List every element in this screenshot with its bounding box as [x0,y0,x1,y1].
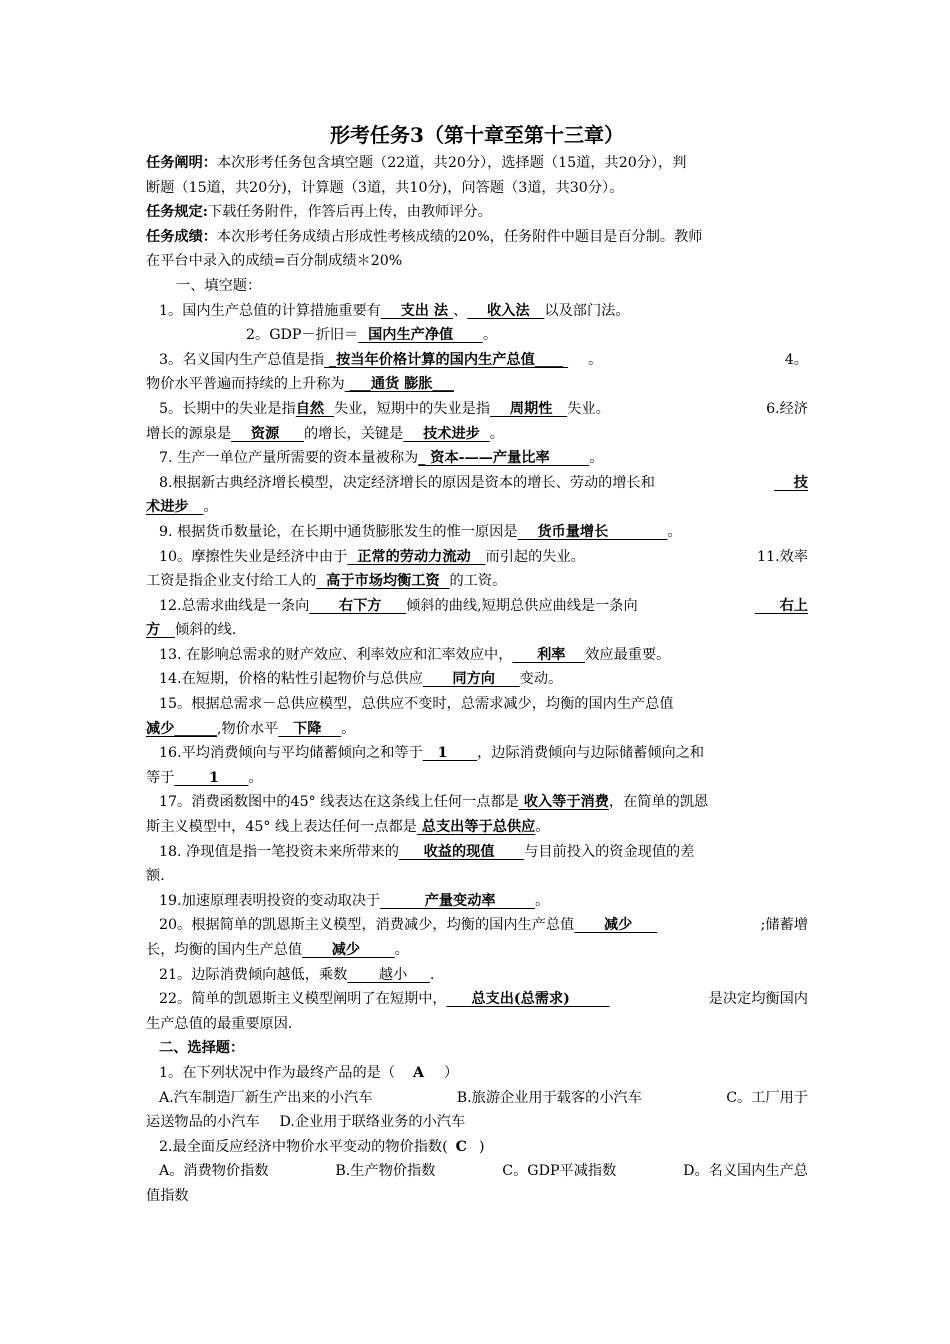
task-score-label: 任务成绩： [146,228,217,245]
answer: 利率 [512,646,586,663]
task-rules-label: 任务规定: [146,204,208,221]
question-18-cont: 额. [146,868,165,885]
question-13: 13. 在影响总需求的财产效应、利率效应和汇率效应中， 利率 效应最重要。 [159,646,671,663]
section-heading-choice: 二、选择题： [159,1040,245,1057]
choice-options-2: A。消费物价指数 B.生产物价指数 C。GDP平减指数 D。名义国内生产总 [159,1163,808,1180]
choice-options-2-cont: 值指数 [146,1187,189,1204]
answer: 越小 [347,966,430,983]
answer: ___通货 膨胀___ [344,376,454,393]
answer: 周期性 [490,400,568,417]
choice-question-2: 2.最全面反应经济中物价水平变动的物价指数( C ) [159,1138,485,1155]
answer: 1 [422,745,478,762]
answer: 同方向 [422,671,520,688]
question-7: 7. 生产一单位产量所需要的资本量被称为_ 资本-——产量比率 。 [159,450,604,467]
question-5: 5。长期中的失业是指自然 失业，短期中的失业是指 周期性 失业。 6.经济 [159,400,808,417]
answer: 总支出(总需求) [446,991,610,1008]
answer: 支出 法 [380,302,454,319]
answer: 总支出等于总供应 [416,819,536,836]
choice-options-1: A.汽车制造厂新生产出来的小汽车 B.旅游企业用于载客的小汽车 C。工厂用于 [159,1089,808,1106]
answer: 国内生产净值 [358,327,483,344]
question-8: 8.根据新古典经济增长模型，决定经济增长的原因是资本的增长、劳动的增长和 技 [146,471,808,496]
answer: _按当年价格计算的国内生产总值____ [324,351,569,368]
choice-question-1: 1。在下列状况中作为最终产品的是（ A ） [159,1064,459,1081]
question-4: 物价水平普遍而持续的上升称为 ___通货 膨胀___ [146,376,454,393]
answer: 右上 [754,597,808,614]
document-body [146,120,808,1209]
answer: 术进步 [146,499,204,516]
question-2: 2。GDP－折旧＝ 国内生产净值 。 [246,327,498,344]
answer: A [413,1064,425,1081]
question-16: 16.平均消费倾向与平均储蓄倾向之和等于 1 ，边际消费倾向与边际储蓄倾向之和 [159,745,705,762]
choice-options-1-cont: 运送物品的小汽车 D.企业用于联络业务的小汽车 [146,1114,466,1131]
answer: 资源 [231,425,304,442]
answer: 减少______ [146,720,217,737]
answer: 高于市场均衡工资 [316,573,450,590]
question-18: 18. 净现值是指一笔投资未来所带来的 收益的现值 与目前投入的资金现值的差 [159,843,695,860]
answer: 货币量增长 [517,523,668,540]
question-20-cont: 长，均衡的国内生产总值 减少 。 [146,942,409,958]
answer: 减少 [302,942,395,958]
task-description-label: 任务阐明： [146,155,217,171]
section-heading-fill-blank: 一、填空题： [176,277,262,294]
question-12-cont: 方 倾斜的线. [146,622,237,639]
answer: 1 [174,769,249,786]
task-score: 任务成绩：本次形考任务成绩占形成性考核成绩的20%，任务附件中题目是百分制。教师 在平台中录入的成绩=百分制成绩＊20% [146,228,703,270]
question-21: 21。边际消费倾向越低，乘数 越小 . [159,966,435,983]
answer: _ 资本-——产量比率 [418,450,590,467]
question-1: 1。国内生产总值的计算措施重要有 支出 法 、 收入法 以及部门法。 [159,302,630,319]
answer: 收益的现值 [398,843,525,860]
answer: 自然 [295,400,334,417]
question-9: 9. 根据货币数量论，在长期中通货膨胀发生的惟一原因是 货币量增长 。 [159,523,682,540]
question-22-cont: 生产总值的最重要原因. [146,1015,293,1032]
answer: 收入法 [467,302,545,319]
question-11: 工资是指企业支付给工人的 高于市场均衡工资 的工资。 [146,573,507,590]
question-14: 14.在短期，价格的粘性引起物价与总供应 同方向 变动。 [159,671,563,688]
question-6: 增长的源泉是 资源 的增长，关键是 技术进步 。 [146,425,504,442]
question-17-cont: 斯主义模型中，45° 线上表达任何一点都是 总支出等于总供应。 [146,819,550,836]
answer: 下降 [278,720,342,737]
question-17: 17。消费函数图中的45° 线表达在这条线上任何一点都是 收入等于消费，在简单的凯恩 [159,794,709,811]
answer: 技 [774,474,808,491]
question-12: 12.总需求曲线是一条向 右下方 倾斜的曲线,短期总供应曲线是一条向 右上 [146,594,808,619]
question-15-cont: 减少______,物价水平 下降 。 [146,720,356,737]
question-3: 3。名义国内生产总值是指 _按当年价格计算的国内生产总值____ 。 4。 [159,351,808,368]
answer: 产量变动率 [380,892,536,909]
question-19: 19.加速原理表明投资的变动取决于 产量变动率 。 [159,892,550,909]
question-15: 15。根据总需求－总供应模型，总供应不变时，总需求减少，均衡的国内生产总值 [159,696,674,713]
question-10: 10。摩擦性失业是经济中由于 正常的劳动力流动 而引起的失业。 11.效率 [159,548,808,565]
question-16-cont: 等于 1 。 [146,769,263,786]
question-22: 22。简单的凯恩斯主义模型阐明了在短期中， 总支出(总需求) 是决定均衡国内 [159,991,808,1008]
answer: 正常的劳动力流动 [347,548,486,565]
answer: 方 [146,622,176,639]
question-8-cont: 术进步 。 [146,499,218,516]
answer: 右下方 [309,597,407,614]
answer: 收入等于消费 [518,794,609,811]
page-title: 形考任务3（第十章至第十三章） [330,123,624,147]
question-20: 20。根据简单的凯恩斯主义模型，消费减少，均衡的国内生产总值 减少 ;储蓄增 [159,917,808,934]
task-description: 任务阐明：本次形考任务包含填空题（22道，共20分），选择题（15道，共20分），判 断题（15道，共20分)，计算题（3道，共10分)，问答题（3道，共30分）。 [146,155,687,196]
answer: 减少 [574,917,658,934]
answer: 技术进步 [403,425,490,442]
task-rules: 任务规定:下载任务附件，作答后再上传，由教师评分。 [146,204,492,221]
answer: C [455,1138,467,1155]
